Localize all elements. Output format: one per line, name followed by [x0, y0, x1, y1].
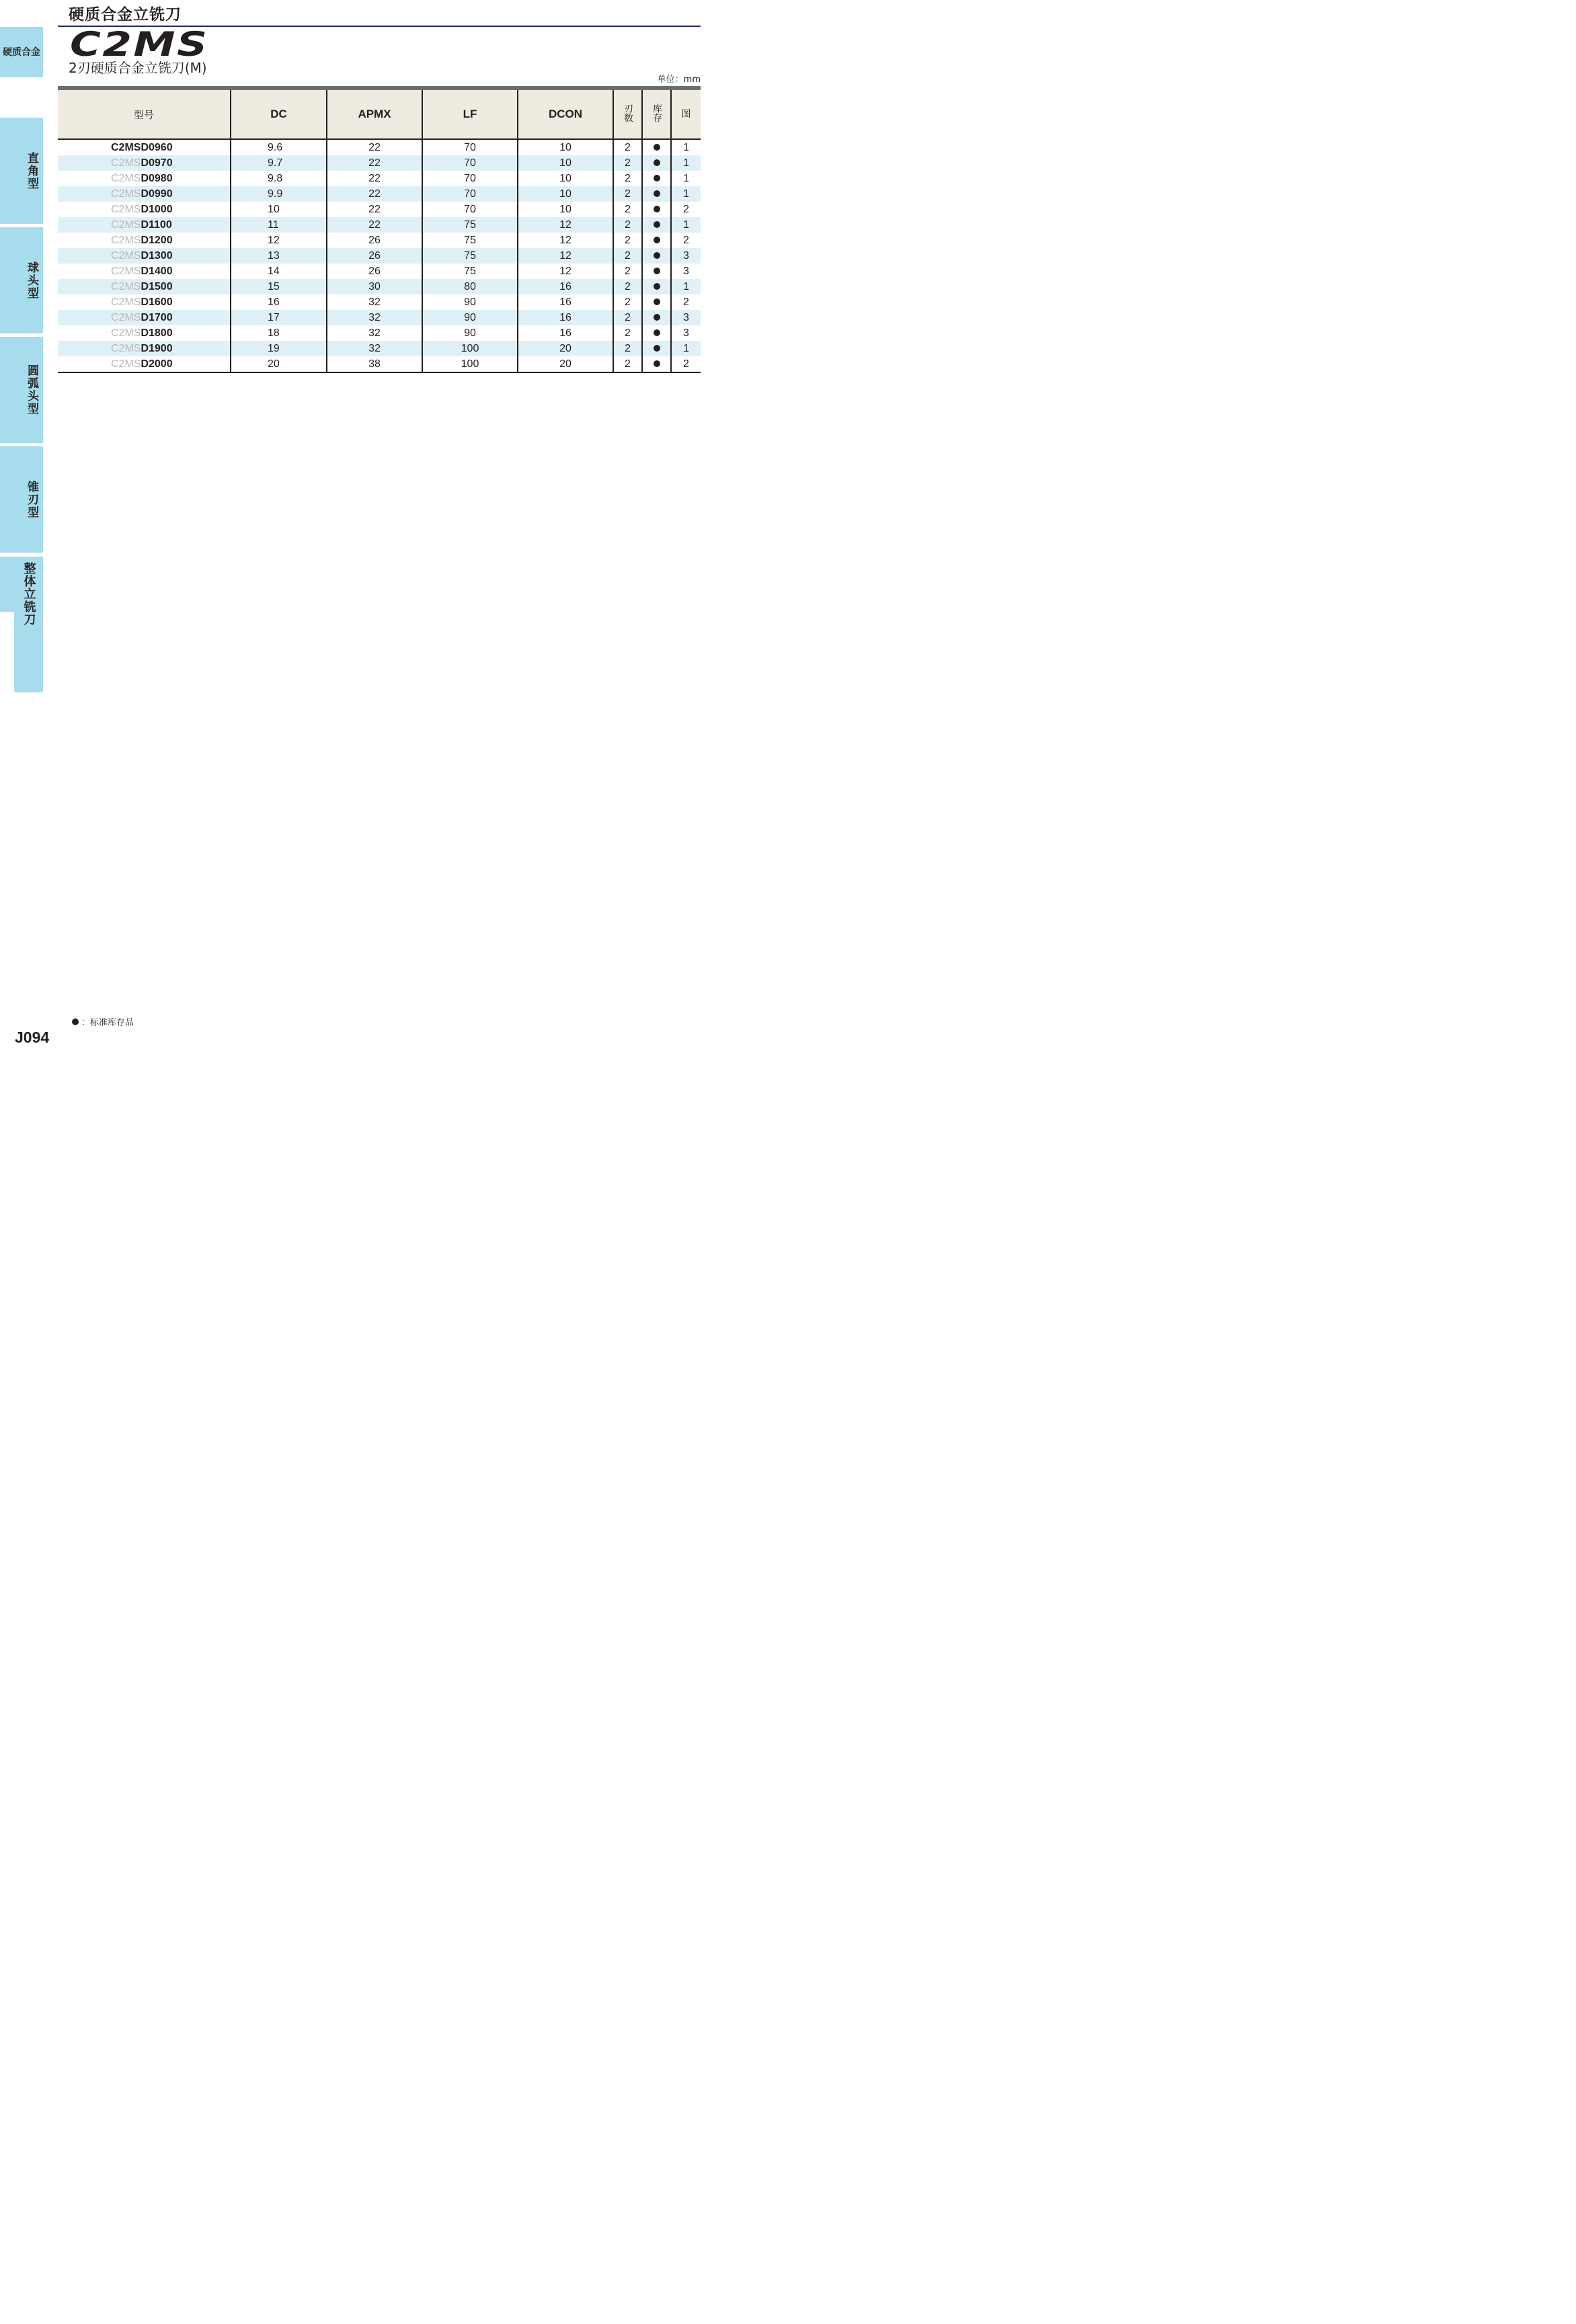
cell-dc: 9.7 [231, 155, 327, 171]
model-suffix: D0960 [141, 141, 173, 153]
cell-figure: 1 [671, 217, 701, 233]
cell-stock [642, 171, 671, 186]
cell-model [58, 341, 231, 356]
cell-apmx: 32 [327, 310, 422, 325]
page-number: J094 [15, 1029, 50, 1046]
cell-lf: 75 [422, 264, 518, 279]
model-suffix: D0970 [141, 157, 173, 169]
side-tab-taper-label: 锥刃型 [25, 480, 38, 519]
col-header-flutes [613, 90, 642, 139]
stock-dot-icon [654, 221, 660, 228]
cell-flutes: 2 [613, 186, 642, 202]
side-tab-solid[interactable] [14, 557, 43, 692]
model-prefix: C2MS [111, 141, 141, 153]
model-suffix: D1600 [141, 296, 173, 308]
model-prefix: C2MS [111, 172, 141, 184]
cell-model [58, 356, 231, 372]
stock-dot-icon [72, 1018, 79, 1025]
stock-dot-icon [654, 314, 660, 321]
stock-dot-icon [654, 360, 660, 367]
cell-dcon: 16 [518, 279, 613, 294]
cell-apmx: 22 [327, 186, 422, 202]
cell-lf: 80 [422, 279, 518, 294]
cell-lf: 100 [422, 341, 518, 356]
cell-figure: 3 [671, 325, 701, 341]
cell-apmx: 22 [327, 217, 422, 233]
cell-stock [642, 325, 671, 341]
cell-figure: 2 [671, 356, 701, 372]
cell-figure: 3 [671, 264, 701, 279]
cell-model [58, 233, 231, 248]
cell-figure: 2 [671, 202, 701, 217]
model-prefix: C2MS [111, 280, 141, 292]
cell-dc: 9.6 [231, 139, 327, 155]
table-row [58, 294, 701, 310]
table-row [58, 279, 701, 294]
cell-stock [642, 155, 671, 171]
cell-dc: 15 [231, 279, 327, 294]
cell-model [58, 279, 231, 294]
model-prefix: C2MS [111, 188, 141, 200]
model-suffix: D1500 [141, 280, 173, 292]
stock-dot-icon [654, 283, 660, 290]
cell-lf: 100 [422, 356, 518, 372]
cell-stock [642, 264, 671, 279]
product-code: C2MS [70, 25, 209, 64]
cell-dc: 20 [231, 356, 327, 372]
spec-table [58, 86, 701, 373]
model-prefix: C2MS [111, 218, 141, 231]
side-tab-solid-corner [0, 557, 15, 612]
stock-dot-icon [654, 159, 660, 166]
cell-flutes: 2 [613, 233, 642, 248]
col-header-lf: LF [422, 90, 518, 139]
stock-dot-icon [654, 329, 660, 336]
cell-flutes: 2 [613, 264, 642, 279]
cell-figure: 2 [671, 233, 701, 248]
side-tab-ball[interactable] [0, 227, 43, 333]
cell-dc: 10 [231, 202, 327, 217]
cell-apmx: 38 [327, 356, 422, 372]
cell-stock [642, 279, 671, 294]
product-subtitle: 2刃硬质合金立铣刀(M) [69, 60, 207, 76]
cell-stock [642, 217, 671, 233]
cell-lf: 90 [422, 325, 518, 341]
stock-dot-icon [654, 268, 660, 274]
cell-apmx: 22 [327, 155, 422, 171]
cell-model [58, 155, 231, 171]
cell-model [58, 248, 231, 264]
cell-dcon: 16 [518, 294, 613, 310]
col-header-apmx: APMX [327, 90, 422, 139]
cell-apmx: 26 [327, 233, 422, 248]
side-tab-ball-label: 球头型 [25, 261, 38, 300]
cell-dcon: 16 [518, 325, 613, 341]
cell-apmx: 22 [327, 139, 422, 155]
col-header-figure: 图 [671, 90, 701, 139]
cell-model [58, 139, 231, 155]
side-tab-square-label: 直角型 [25, 151, 38, 190]
stock-dot-icon [654, 298, 660, 305]
table-row [58, 233, 701, 248]
section-title: 硬质合金立铣刀 [69, 6, 182, 24]
stock-legend [72, 1015, 134, 1028]
cell-dcon: 16 [518, 310, 613, 325]
cell-lf: 70 [422, 139, 518, 155]
cell-flutes: 2 [613, 248, 642, 264]
cell-dc: 9.9 [231, 186, 327, 202]
cell-lf: 75 [422, 217, 518, 233]
stock-dot-icon [654, 206, 660, 212]
cell-flutes: 2 [613, 171, 642, 186]
model-suffix: D1300 [141, 249, 173, 262]
model-prefix: C2MS [111, 358, 141, 370]
model-prefix: C2MS [111, 311, 141, 323]
cell-stock [642, 356, 671, 372]
side-tab-hardmetal-label: 硬质合金 [3, 46, 40, 58]
cell-dcon: 12 [518, 264, 613, 279]
table-row [58, 310, 701, 325]
table-body [58, 139, 701, 372]
cell-dc: 18 [231, 325, 327, 341]
cell-model [58, 325, 231, 341]
cell-apmx: 22 [327, 202, 422, 217]
model-prefix: C2MS [111, 234, 141, 246]
model-suffix: D1900 [141, 342, 173, 354]
cell-figure: 1 [671, 171, 701, 186]
cell-dc: 9.8 [231, 171, 327, 186]
cell-flutes: 2 [613, 325, 642, 341]
cell-apmx: 26 [327, 264, 422, 279]
cell-lf: 70 [422, 202, 518, 217]
cell-dc: 13 [231, 248, 327, 264]
cell-dc: 14 [231, 264, 327, 279]
cell-model [58, 217, 231, 233]
table-row [58, 264, 701, 279]
stock-legend-text: ：标准库存品 [81, 1018, 134, 1028]
table-row [58, 155, 701, 171]
cell-lf: 75 [422, 233, 518, 248]
col-header-flutes-label: 刃数 [623, 104, 633, 122]
cell-dc: 16 [231, 294, 327, 310]
cell-stock [642, 233, 671, 248]
model-suffix: D1000 [141, 203, 173, 215]
table-row [58, 341, 701, 356]
model-suffix: D1700 [141, 311, 173, 323]
table-row [58, 202, 701, 217]
cell-apmx: 32 [327, 325, 422, 341]
side-tab-radius[interactable] [0, 337, 43, 443]
cell-figure: 3 [671, 310, 701, 325]
cell-dc: 19 [231, 341, 327, 356]
model-prefix: C2MS [111, 203, 141, 215]
cell-apmx: 30 [327, 279, 422, 294]
stock-dot-icon [654, 190, 660, 197]
model-suffix: D1200 [141, 234, 173, 246]
cell-dcon: 10 [518, 202, 613, 217]
cell-apmx: 22 [327, 171, 422, 186]
cell-figure: 3 [671, 248, 701, 264]
cell-lf: 70 [422, 155, 518, 171]
cell-dcon: 12 [518, 233, 613, 248]
stock-dot-icon [654, 237, 660, 243]
cell-lf: 90 [422, 294, 518, 310]
side-tab-hardmetal[interactable] [0, 27, 43, 77]
cell-lf: 70 [422, 186, 518, 202]
col-header-dcon: DCON [518, 90, 613, 139]
cell-dc: 11 [231, 217, 327, 233]
cell-dcon: 10 [518, 139, 613, 155]
cell-flutes: 2 [613, 356, 642, 372]
table-row [58, 356, 701, 372]
stock-dot-icon [654, 345, 660, 352]
cell-apmx: 26 [327, 248, 422, 264]
cell-flutes: 2 [613, 279, 642, 294]
model-suffix: D0980 [141, 172, 173, 184]
model-suffix: D1400 [141, 265, 173, 277]
cell-dcon: 10 [518, 155, 613, 171]
model-prefix: C2MS [111, 265, 141, 277]
cell-lf: 70 [422, 171, 518, 186]
model-suffix: D2000 [141, 358, 173, 370]
cell-model [58, 310, 231, 325]
model-suffix: D1800 [141, 327, 173, 339]
cell-model [58, 294, 231, 310]
cell-dcon: 12 [518, 217, 613, 233]
cell-figure: 2 [671, 294, 701, 310]
cell-dcon: 20 [518, 356, 613, 372]
cell-figure: 1 [671, 279, 701, 294]
model-prefix: C2MS [111, 327, 141, 339]
cell-dcon: 10 [518, 171, 613, 186]
stock-dot-icon [654, 252, 660, 259]
table-row [58, 139, 701, 155]
stock-dot-icon [654, 144, 660, 151]
side-tab-solid-label: 整体立铣刀 [22, 562, 36, 626]
cell-stock [642, 139, 671, 155]
cell-figure: 1 [671, 341, 701, 356]
cell-stock [642, 294, 671, 310]
cell-dcon: 12 [518, 248, 613, 264]
col-header-model: 型号 [58, 90, 231, 139]
cell-dc: 17 [231, 310, 327, 325]
cell-figure: 1 [671, 139, 701, 155]
model-prefix: C2MS [111, 157, 141, 169]
side-tab-radius-label: 圆弧头型 [25, 364, 38, 415]
cell-model [58, 202, 231, 217]
cell-stock [642, 341, 671, 356]
model-prefix: C2MS [111, 296, 141, 308]
cell-lf: 90 [422, 310, 518, 325]
cell-dcon: 20 [518, 341, 613, 356]
side-tab-taper[interactable] [0, 446, 43, 553]
model-prefix: C2MS [111, 249, 141, 262]
model-suffix: D1100 [141, 218, 172, 231]
cell-figure: 1 [671, 155, 701, 171]
stock-dot-icon [654, 175, 660, 182]
cell-flutes: 2 [613, 202, 642, 217]
cell-model [58, 264, 231, 279]
cell-apmx: 32 [327, 341, 422, 356]
unit-label: 单位：mm [657, 75, 701, 85]
cell-apmx: 32 [327, 294, 422, 310]
cell-dcon: 10 [518, 186, 613, 202]
col-header-stock [642, 90, 671, 139]
table-row [58, 171, 701, 186]
table-header-row [58, 90, 701, 139]
cell-stock [642, 186, 671, 202]
table-row [58, 186, 701, 202]
cell-flutes: 2 [613, 341, 642, 356]
cell-flutes: 2 [613, 294, 642, 310]
col-header-stock-label: 库存 [652, 104, 662, 122]
cell-model [58, 186, 231, 202]
cell-stock [642, 310, 671, 325]
table-row [58, 325, 701, 341]
cell-flutes: 2 [613, 217, 642, 233]
cell-model [58, 171, 231, 186]
table-row [58, 248, 701, 264]
cell-stock [642, 248, 671, 264]
table-row [58, 217, 701, 233]
model-suffix: D0990 [141, 188, 173, 200]
cell-dc: 12 [231, 233, 327, 248]
cell-flutes: 2 [613, 139, 642, 155]
cell-flutes: 2 [613, 155, 642, 171]
cell-stock [642, 202, 671, 217]
cell-flutes: 2 [613, 310, 642, 325]
side-tab-square[interactable] [0, 118, 43, 224]
cell-figure: 1 [671, 186, 701, 202]
col-header-dc: DC [231, 90, 327, 139]
model-prefix: C2MS [111, 342, 141, 354]
cell-lf: 75 [422, 248, 518, 264]
